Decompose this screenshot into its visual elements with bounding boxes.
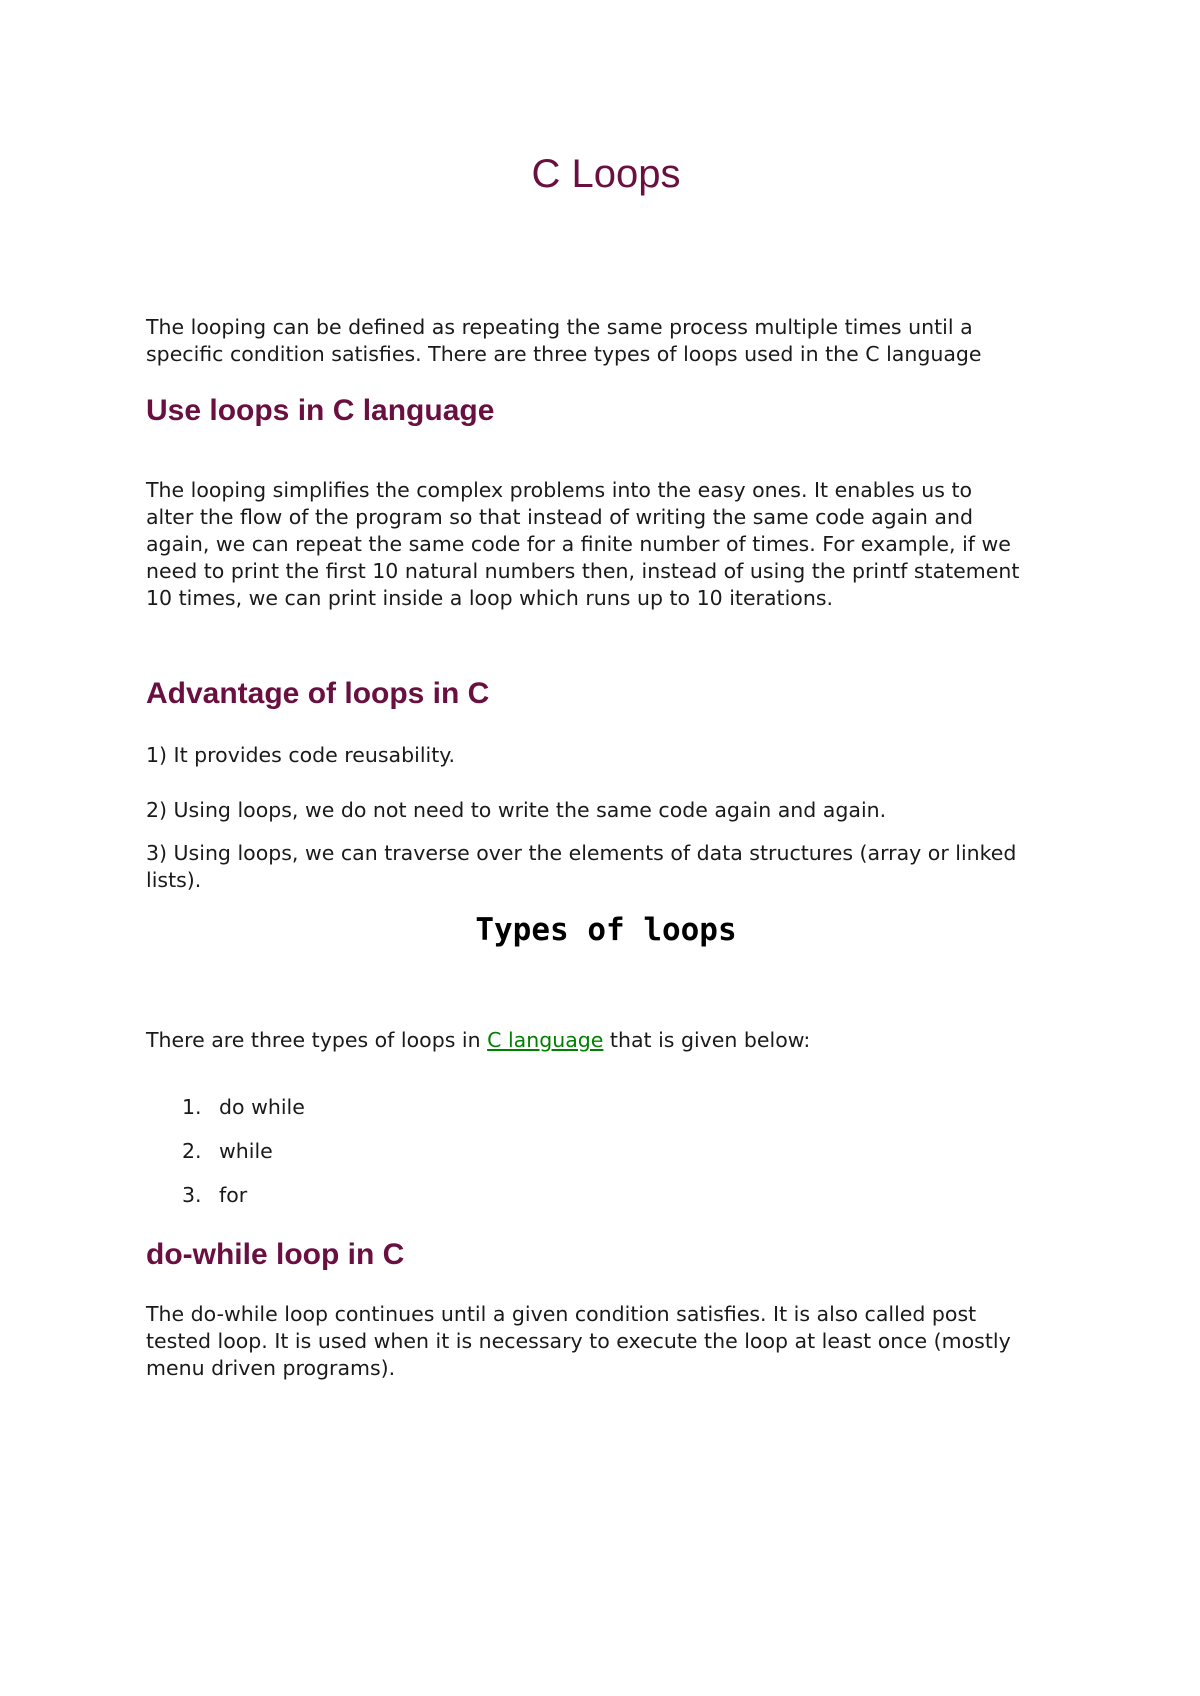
types-intro-text: that is given below:: [603, 1028, 811, 1052]
page-title: C Loops: [531, 152, 681, 196]
heading-advantage: Advantage of loops in C: [146, 677, 490, 710]
list-item-label: for: [219, 1183, 248, 1207]
intro-line: specific condition satisfies. There are three types of loops used in the C language: [146, 342, 982, 366]
types-intro-paragraph: [146, 1027, 1066, 1054]
advantage-item-2: 2) Using loops, we do not need to write the same code again and again.: [146, 798, 887, 822]
paragraph-line: The do-while loop continues until a given condition satisfies. It is also called post: [146, 1302, 977, 1326]
heading-use-loops: Use loops in C language: [146, 394, 495, 427]
use-loops-paragraph: [146, 477, 1066, 612]
advantage-item-line: 3) Using loops, we can traverse over the elements of data structures (array or linked: [146, 841, 1017, 865]
do-while-paragraph: [146, 1301, 1066, 1382]
paragraph-line: tested loop. It is used when it is necessary to execute the loop at least once (mostly: [146, 1329, 1011, 1353]
list-item-number: 2.: [182, 1139, 202, 1163]
heading-types-of-loops: Types of loops: [475, 912, 737, 948]
paragraph-line: menu driven programs).: [146, 1356, 396, 1380]
paragraph-line: 10 times, we can print inside a loop which runs up to 10 iterations.: [146, 586, 834, 610]
heading-do-while: do-while loop in C: [146, 1238, 405, 1271]
advantage-item-3: [146, 840, 1066, 894]
list-item-label: do while: [219, 1095, 305, 1119]
paragraph-line: again, we can repeat the same code for a finite number of times. For example, if we: [146, 532, 1011, 556]
intro-line: The looping can be defined as repeating the same process multiple times until a: [146, 315, 973, 339]
c-language-link[interactable]: C language: [487, 1028, 604, 1052]
list-item-label: while: [219, 1139, 273, 1163]
list-item-number: 1.: [182, 1095, 202, 1119]
paragraph-line: The looping simplifies the complex problems into the easy ones. It enables us to: [146, 478, 973, 502]
advantage-item-line: lists).: [146, 868, 202, 892]
list-item-number: 3.: [182, 1183, 202, 1207]
types-intro-text: There are three types of loops in: [146, 1028, 488, 1052]
paragraph-line: alter the flow of the program so that instead of writing the same code again and: [146, 505, 973, 529]
paragraph-line: need to print the first 10 natural numbers then, instead of using the printf statement: [146, 559, 1020, 583]
intro-paragraph: [146, 314, 1066, 368]
advantage-item-1: 1) It provides code reusability.: [146, 743, 455, 767]
